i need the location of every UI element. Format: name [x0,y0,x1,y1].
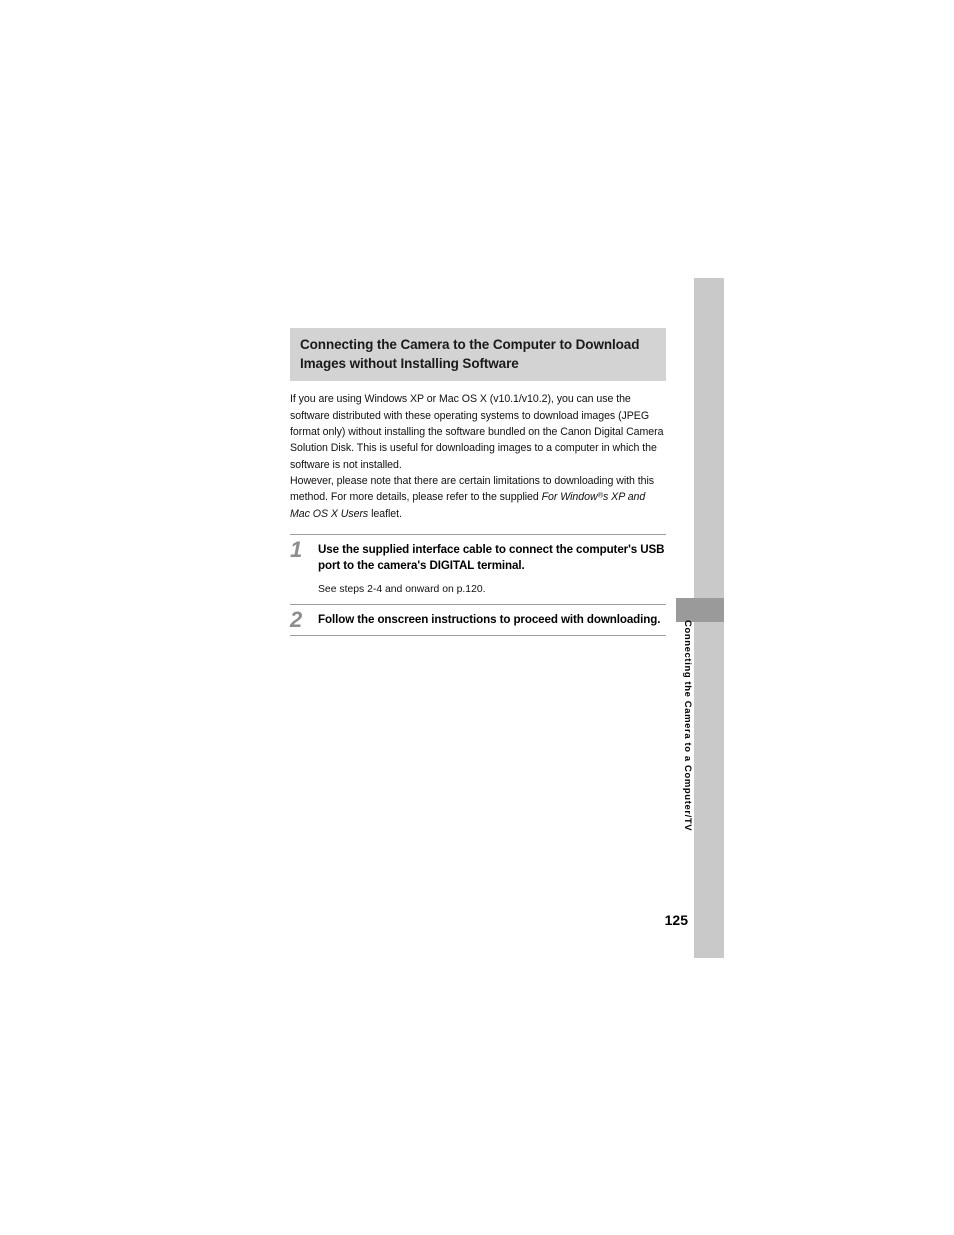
step-number: 2 [290,606,303,632]
step-subtext: See steps 2-4 and onward on p.120. [318,583,486,595]
registered-mark: ® [597,490,604,500]
intro-text-block [290,391,666,522]
intro-paragraph-2-tail: leaflet. [368,507,402,520]
leaflet-title-part-2: s XP and Mac OS X Users [290,491,646,520]
step-item [290,534,666,604]
leaflet-title-part-1: For Window [541,491,598,504]
step-item [290,604,666,636]
page-number: 125 [664,912,688,928]
step-list [290,534,666,636]
intro-paragraph-1: If you are using Windows XP or Mac OS X (v10.1/v10.2), you can use the software distributed with these operating systems to download images (JPEG format only) without installing the software bundled on the Canon Digital Camera Solution Disk. This is useful for downloading images to a computer in which the software is not installed. [290,393,664,471]
page-edge-tab-marker [676,598,724,622]
side-tab-label: Connecting the Camera to a Computer/TV [682,620,693,832]
section-heading: Connecting the Camera to the Computer to Download Images without Installing Software [290,328,666,381]
step-title: Follow the onscreen instructions to proceed with downloading. [318,612,661,626]
step-number: 1 [290,536,303,562]
step-title: Use the supplied interface cable to connect the computer's USB port to the camera's DIGITAL terminal. [318,542,665,573]
intro-paragraph-2-lead: However, please note that there are certain limitations to downloading with this method. For more details, please refer to the supplied [290,474,655,504]
page-content [290,328,666,636]
intro-paragraph-2 [290,473,666,522]
side-tab-label-container [672,620,702,920]
